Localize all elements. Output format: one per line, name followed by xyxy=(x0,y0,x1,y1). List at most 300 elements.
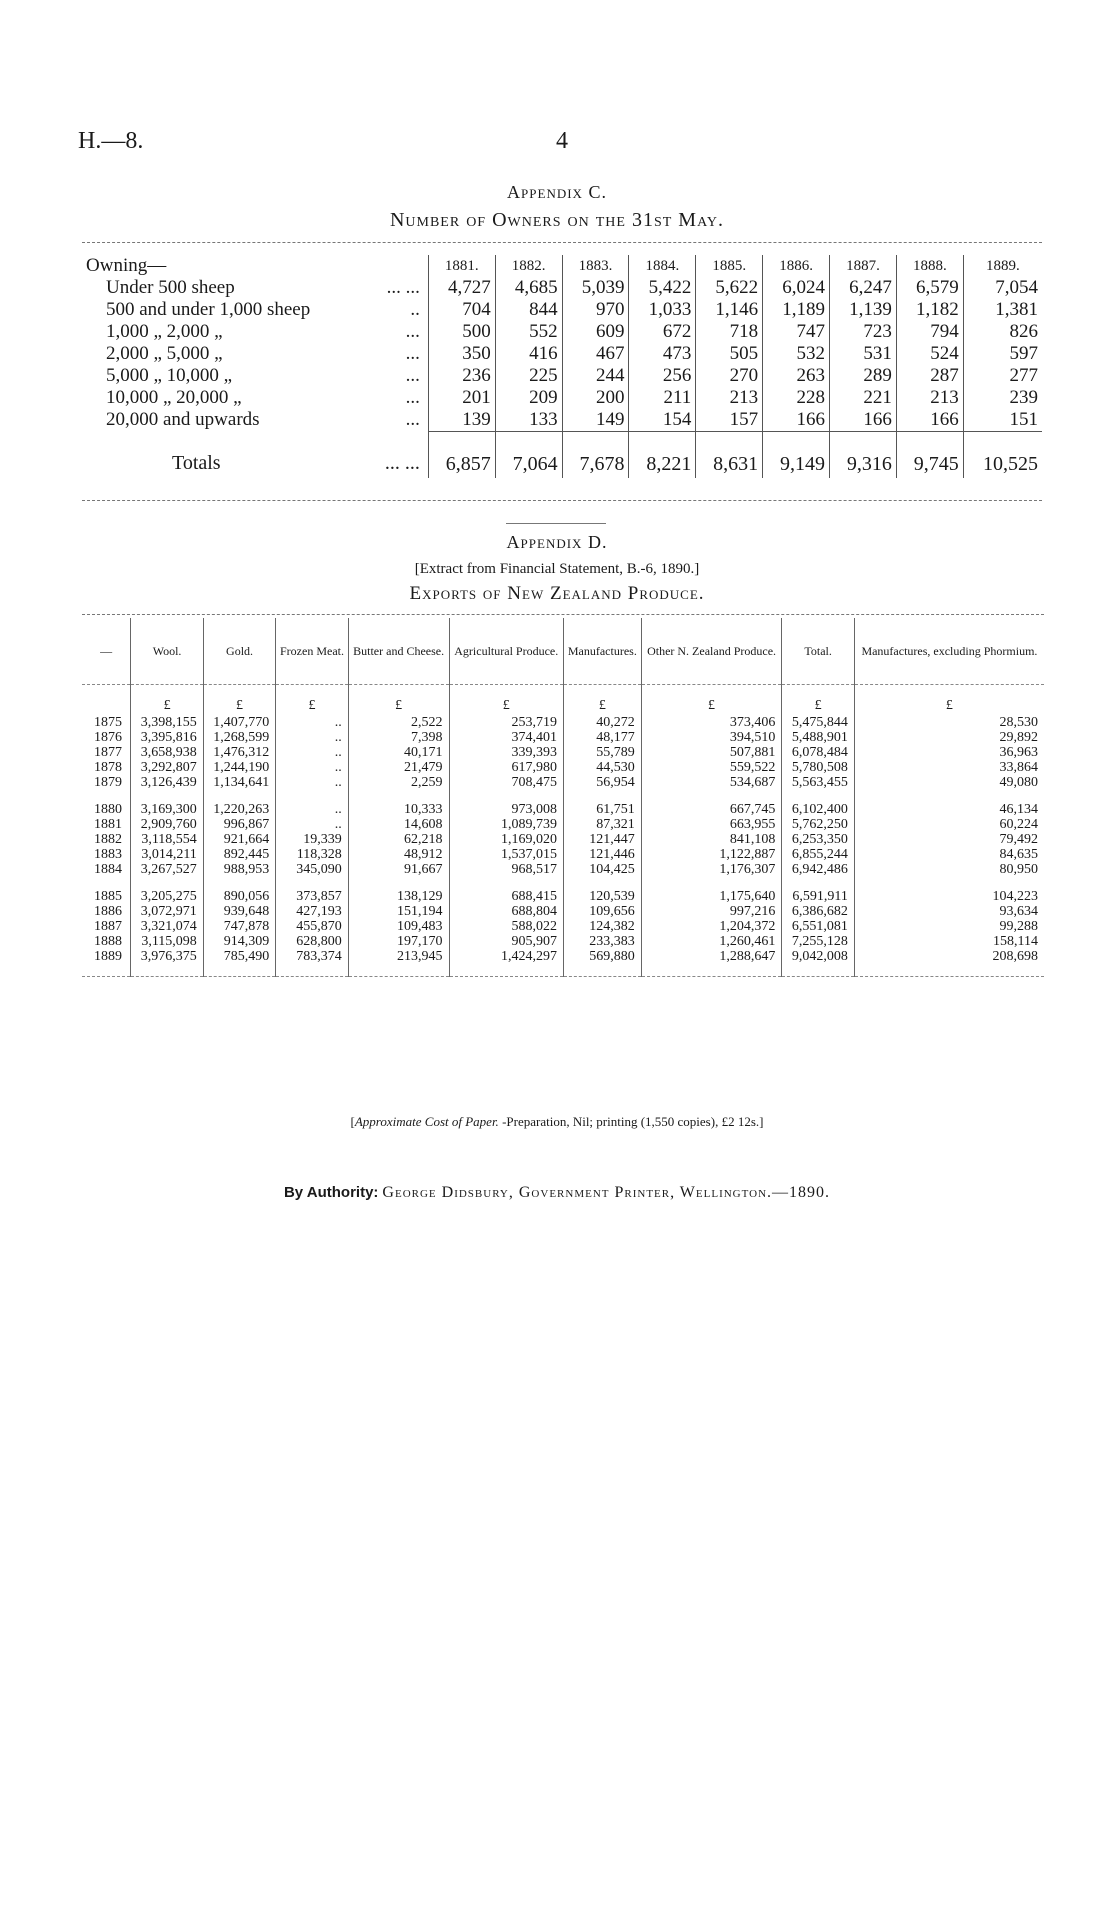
year-cell: 1880 xyxy=(94,802,122,817)
owners-cell: 270 xyxy=(696,365,763,387)
owners-cell: 5,039 xyxy=(562,277,629,299)
year-cell: 1887 xyxy=(94,919,122,934)
year-cell: 1885 xyxy=(94,889,122,904)
exports-row xyxy=(82,760,1044,775)
group-gap xyxy=(82,877,1044,889)
end-cell xyxy=(641,964,782,977)
owners-row xyxy=(82,365,1042,387)
gap-cell xyxy=(782,877,854,889)
end-cell xyxy=(854,964,1044,977)
end-cell xyxy=(449,964,563,977)
appendix-c-subtitle: Number of Owners on the 31st May. xyxy=(389,209,725,231)
exports-cell: 3,267,527 xyxy=(131,862,203,877)
exports-cell: 2,909,760 xyxy=(131,817,203,832)
gap-cell xyxy=(563,877,641,889)
exports-cell: 56,954 xyxy=(563,775,641,790)
owners-cell: 597 xyxy=(963,343,1042,365)
totals-dots: ... ... xyxy=(384,452,420,475)
exports-cell: 3,398,155 xyxy=(131,715,203,730)
gap-cell xyxy=(131,790,203,802)
exports-cell: 688,804 xyxy=(449,904,563,919)
unit-cell: £ xyxy=(641,685,782,716)
exports-cell: 914,309 xyxy=(203,934,275,949)
exports-cell: 6,253,350 xyxy=(782,832,854,847)
exports-cell: 28,530 xyxy=(854,715,1044,730)
exports-cell: 48,177 xyxy=(563,730,641,745)
exports-cell: 109,656 xyxy=(563,904,641,919)
end-cell xyxy=(203,964,275,977)
unit-cell: £ xyxy=(276,685,348,716)
year-cell: 1882 xyxy=(94,832,122,847)
exports-cell: 3,126,439 xyxy=(131,775,203,790)
gap-cell xyxy=(854,877,1044,889)
column-header: Agricultural Produce. xyxy=(449,618,563,685)
unit-cell: £ xyxy=(563,685,641,716)
exports-cell: 40,171 xyxy=(348,745,449,760)
owners-row-dots: ... xyxy=(405,409,420,431)
owners-cell: 166 xyxy=(763,409,830,432)
exports-cell: 1,134,641 xyxy=(203,775,275,790)
year-cell: 1888 xyxy=(94,934,122,949)
exports-cell: 91,667 xyxy=(348,862,449,877)
exports-cell: 973,008 xyxy=(449,802,563,817)
exports-cell: 2,522 xyxy=(348,715,449,730)
gap-cell xyxy=(449,877,563,889)
exports-cell: 3,976,375 xyxy=(131,949,203,964)
owners-row-dots: .. xyxy=(410,299,420,320)
owners-cell: 209 xyxy=(495,387,562,409)
exports-cell: 6,855,244 xyxy=(782,847,854,862)
gap-cell xyxy=(563,790,641,802)
totals-cell: 8,221 xyxy=(629,432,696,479)
exports-cell: 373,857 xyxy=(276,889,348,904)
exports-cell: 507,881 xyxy=(641,745,782,760)
unit-cell: £ xyxy=(203,685,275,716)
year-cell: 1881 xyxy=(94,817,122,832)
gap-cell xyxy=(348,877,449,889)
exports-cell: 1,268,599 xyxy=(203,730,275,745)
exports-cell: 36,963 xyxy=(854,745,1044,760)
owners-cell: 244 xyxy=(562,365,629,387)
exports-row xyxy=(82,802,1044,817)
exports-cell: 61,751 xyxy=(563,802,641,817)
exports-cell: 19,339 xyxy=(276,832,348,847)
owners-table xyxy=(82,255,1042,478)
exports-cell: 1,175,640 xyxy=(641,889,782,904)
exports-cell: 55,789 xyxy=(563,745,641,760)
exports-cell: 109,483 xyxy=(348,919,449,934)
totals-cell: 7,064 xyxy=(495,432,562,479)
year-header: 1889. xyxy=(963,255,1042,277)
exports-cell: 120,539 xyxy=(563,889,641,904)
exports-cell: 93,634 xyxy=(854,904,1044,919)
exports-cell: 394,510 xyxy=(641,730,782,745)
exports-row xyxy=(82,889,1044,904)
owners-cell: 524 xyxy=(896,343,963,365)
exports-cell: 3,118,554 xyxy=(131,832,203,847)
year-header: 1888. xyxy=(896,255,963,277)
appendix-c-top-rule xyxy=(82,242,1042,243)
exports-cell: 233,383 xyxy=(563,934,641,949)
owners-cell: 239 xyxy=(963,387,1042,409)
owners-row-label: 5,000 „ 10,000 „ xyxy=(106,365,233,386)
exports-cell: 5,488,901 xyxy=(782,730,854,745)
section-divider xyxy=(506,523,606,524)
exports-cell: 997,216 xyxy=(641,904,782,919)
exports-cell: 667,745 xyxy=(641,802,782,817)
exports-cell: 1,220,263 xyxy=(203,802,275,817)
totals-label: Totals xyxy=(172,452,221,475)
exports-row xyxy=(82,934,1044,949)
exports-cell: 3,014,211 xyxy=(131,847,203,862)
exports-cell: 5,563,455 xyxy=(782,775,854,790)
owners-cell: 794 xyxy=(896,321,963,343)
owners-cell: 609 xyxy=(562,321,629,343)
exports-cell: 688,415 xyxy=(449,889,563,904)
exports-row xyxy=(82,919,1044,934)
exports-row xyxy=(82,904,1044,919)
owners-cell: 467 xyxy=(562,343,629,365)
owners-cell: 1,189 xyxy=(763,299,830,321)
exports-cell: 104,223 xyxy=(854,889,1044,904)
column-header: Total. xyxy=(782,618,854,685)
exports-cell: 6,078,484 xyxy=(782,745,854,760)
exports-cell: 46,134 xyxy=(854,802,1044,817)
gap-cell xyxy=(449,790,563,802)
exports-cell: 6,386,682 xyxy=(782,904,854,919)
exports-cell: .. xyxy=(276,730,348,745)
exports-cell: 197,170 xyxy=(348,934,449,949)
exports-cell: 158,114 xyxy=(854,934,1044,949)
column-header: Manufactures, excluding Phormium. xyxy=(854,618,1044,685)
end-cell xyxy=(276,964,348,977)
gap-cell xyxy=(348,790,449,802)
owners-cell: 1,146 xyxy=(696,299,763,321)
gap-cell xyxy=(203,877,275,889)
exports-cell: 10,333 xyxy=(348,802,449,817)
owners-row-label: 2,000 „ 5,000 „ xyxy=(106,343,223,364)
owners-cell: 200 xyxy=(562,387,629,409)
exports-cell: 84,635 xyxy=(854,847,1044,862)
owners-totals-row xyxy=(82,432,1042,479)
exports-cell: 29,892 xyxy=(854,730,1044,745)
exports-cell: .. xyxy=(276,817,348,832)
owners-cell: 416 xyxy=(495,343,562,365)
exports-cell: 5,780,508 xyxy=(782,760,854,775)
owners-cell: 228 xyxy=(763,387,830,409)
exports-cell: 890,056 xyxy=(203,889,275,904)
column-header: Manufactures. xyxy=(563,618,641,685)
gap-cell xyxy=(854,790,1044,802)
totals-cell: 10,525 xyxy=(963,432,1042,479)
owners-row xyxy=(82,277,1042,299)
exports-cell: 968,517 xyxy=(449,862,563,877)
exports-cell: 345,090 xyxy=(276,862,348,877)
owners-row-dots: ... xyxy=(405,321,420,342)
owners-cell: 151 xyxy=(963,409,1042,432)
exports-row xyxy=(82,949,1044,964)
appendix-c-title: Appendix C. xyxy=(507,182,607,202)
exports-cell: .. xyxy=(276,715,348,730)
owners-row-dots: ... xyxy=(405,365,420,386)
exports-cell: 21,479 xyxy=(348,760,449,775)
owners-cell: 256 xyxy=(629,365,696,387)
owners-cell: 139 xyxy=(428,409,495,432)
owners-header-row xyxy=(82,255,1042,277)
appendix-d-title: Appendix D. xyxy=(506,532,608,552)
page-number: 4 xyxy=(556,128,568,154)
exports-cell: 87,321 xyxy=(563,817,641,832)
exports-cell: 1,260,461 xyxy=(641,934,782,949)
exports-cell: 33,864 xyxy=(854,760,1044,775)
exports-cell: 339,393 xyxy=(449,745,563,760)
exports-cell: 3,321,074 xyxy=(131,919,203,934)
owners-cell: 1,033 xyxy=(629,299,696,321)
year-header: 1887. xyxy=(830,255,897,277)
totals-cell: 8,631 xyxy=(696,432,763,479)
year-cell: 1883 xyxy=(94,847,122,862)
exports-cell: 253,719 xyxy=(449,715,563,730)
year-cell: 1875 xyxy=(94,715,122,730)
totals-cell: 9,745 xyxy=(896,432,963,479)
owners-cell: 704 xyxy=(428,299,495,321)
year-header: 1881. xyxy=(428,255,495,277)
owners-row xyxy=(82,409,1042,432)
exports-cell: 104,425 xyxy=(563,862,641,877)
year-cell: 1889 xyxy=(94,949,122,964)
exports-cell: 3,658,938 xyxy=(131,745,203,760)
owners-cell: 1,139 xyxy=(830,299,897,321)
unit-cell: £ xyxy=(782,685,854,716)
exports-cell: 427,193 xyxy=(276,904,348,919)
totals-cell: 9,316 xyxy=(830,432,897,479)
end-cell xyxy=(563,964,641,977)
owners-cell: 4,685 xyxy=(495,277,562,299)
exports-cell: 617,980 xyxy=(449,760,563,775)
year-cell: 1879 xyxy=(94,775,122,790)
owners-cell: 500 xyxy=(428,321,495,343)
year-header: 1885. xyxy=(696,255,763,277)
owners-row xyxy=(82,321,1042,343)
exports-cell: 1,244,190 xyxy=(203,760,275,775)
year-cell: 1884 xyxy=(94,862,122,877)
exports-cell: 1,169,020 xyxy=(449,832,563,847)
gap-cell xyxy=(82,790,131,802)
group-gap xyxy=(82,790,1044,802)
owners-cell: 5,422 xyxy=(629,277,696,299)
unit-cell: £ xyxy=(449,685,563,716)
owners-cell: 149 xyxy=(562,409,629,432)
document-code: H.—8. xyxy=(78,128,144,154)
exports-row xyxy=(82,862,1044,877)
exports-cell: 79,492 xyxy=(854,832,1044,847)
exports-cell: 3,115,098 xyxy=(131,934,203,949)
exports-cell: 9,042,008 xyxy=(782,949,854,964)
exports-cell: 6,942,486 xyxy=(782,862,854,877)
exports-cell: 988,953 xyxy=(203,862,275,877)
exports-cell: 1,537,015 xyxy=(449,847,563,862)
exports-row xyxy=(82,730,1044,745)
owners-cell: 505 xyxy=(696,343,763,365)
table-end-row xyxy=(82,964,1044,977)
gap-cell xyxy=(276,877,348,889)
owners-row-label: 20,000 and upwards xyxy=(106,409,260,431)
owners-cell: 747 xyxy=(763,321,830,343)
exports-cell: 1,176,307 xyxy=(641,862,782,877)
exports-cell: 5,762,250 xyxy=(782,817,854,832)
year-header: 1884. xyxy=(629,255,696,277)
cost-note-label: Approximate Cost of Paper. xyxy=(354,1114,499,1129)
exports-row xyxy=(82,775,1044,790)
owners-cell: 723 xyxy=(830,321,897,343)
exports-cell: 374,401 xyxy=(449,730,563,745)
exports-cell: .. xyxy=(276,775,348,790)
exports-row xyxy=(82,832,1044,847)
owners-row xyxy=(82,343,1042,365)
unit-cell: £ xyxy=(854,685,1044,716)
gap-cell xyxy=(82,877,131,889)
appendix-d-subtitle: Exports of New Zealand Produce. xyxy=(409,583,705,604)
owners-cell: 473 xyxy=(629,343,696,365)
owners-row-dots: ... ... xyxy=(386,277,420,298)
gap-cell xyxy=(641,790,782,802)
owners-cell: 7,054 xyxy=(963,277,1042,299)
exports-cell: .. xyxy=(276,760,348,775)
appendix-d-extract-note: [Extract from Financial Statement, B.-6, 1890.] xyxy=(414,561,700,577)
gap-cell xyxy=(131,877,203,889)
owners-row xyxy=(82,299,1042,321)
exports-cell: 534,687 xyxy=(641,775,782,790)
owning-label: Owning— xyxy=(86,255,167,276)
imprint-authority-label: By Authority: xyxy=(283,1184,379,1201)
gap-cell xyxy=(641,877,782,889)
exports-cell: 1,122,887 xyxy=(641,847,782,862)
exports-cell: 785,490 xyxy=(203,949,275,964)
exports-cell: 2,259 xyxy=(348,775,449,790)
appendix-c-bottom-rule xyxy=(82,500,1042,501)
exports-cell: 996,867 xyxy=(203,817,275,832)
owners-row-label: 10,000 „ 20,000 „ xyxy=(106,387,242,408)
exports-cell: 60,224 xyxy=(854,817,1044,832)
owners-cell: 236 xyxy=(428,365,495,387)
owners-cell: 4,727 xyxy=(428,277,495,299)
exports-cell: 7,255,128 xyxy=(782,934,854,949)
exports-cell: 628,800 xyxy=(276,934,348,949)
exports-cell: 121,446 xyxy=(563,847,641,862)
year-header: 1886. xyxy=(763,255,830,277)
owners-row-label: Under 500 sheep xyxy=(106,277,235,298)
exports-cell: 905,907 xyxy=(449,934,563,949)
exports-cell: 747,878 xyxy=(203,919,275,934)
exports-cell: 663,955 xyxy=(641,817,782,832)
appendix-d-top-rule xyxy=(82,614,1044,615)
exports-cell: 841,108 xyxy=(641,832,782,847)
column-header: Frozen Meat. xyxy=(276,618,348,685)
owners-cell: 6,024 xyxy=(763,277,830,299)
year-cell: 1878 xyxy=(94,760,122,775)
owners-cell: 289 xyxy=(830,365,897,387)
owners-cell: 1,182 xyxy=(896,299,963,321)
owners-cell: 213 xyxy=(896,387,963,409)
exports-cell: 3,292,807 xyxy=(131,760,203,775)
owners-cell: 201 xyxy=(428,387,495,409)
owners-cell: 221 xyxy=(830,387,897,409)
year-header: 1882. xyxy=(495,255,562,277)
owners-row-dots: ... xyxy=(405,343,420,364)
exports-cell: 3,072,971 xyxy=(131,904,203,919)
exports-cell: 44,530 xyxy=(563,760,641,775)
exports-row xyxy=(82,847,1044,862)
owners-cell: 263 xyxy=(763,365,830,387)
exports-cell: 3,395,816 xyxy=(131,730,203,745)
totals-cell: 6,857 xyxy=(428,432,495,479)
exports-cell: 151,194 xyxy=(348,904,449,919)
exports-cell: 559,522 xyxy=(641,760,782,775)
owners-row-label: 1,000 „ 2,000 „ xyxy=(106,321,223,342)
owners-cell: 844 xyxy=(495,299,562,321)
owners-cell: 154 xyxy=(629,409,696,432)
owners-cell: 970 xyxy=(562,299,629,321)
end-cell xyxy=(782,964,854,977)
exports-cell: 6,591,911 xyxy=(782,889,854,904)
exports-row xyxy=(82,817,1044,832)
owners-cell: 211 xyxy=(629,387,696,409)
unit-cell: £ xyxy=(348,685,449,716)
exports-row xyxy=(82,745,1044,760)
unit-cell: £ xyxy=(131,685,203,716)
owners-cell: 225 xyxy=(495,365,562,387)
owners-cell: 166 xyxy=(896,409,963,432)
owners-cell: 157 xyxy=(696,409,763,432)
exports-cell: 14,608 xyxy=(348,817,449,832)
exports-table xyxy=(82,618,1044,977)
cost-note: [Approximate Cost of Paper. -Preparation, Nil; printing (1,550 copies), £2 12s.] xyxy=(350,1114,764,1129)
owners-cell: 350 xyxy=(428,343,495,365)
year-cell: 1886 xyxy=(94,904,122,919)
exports-cell: 1,476,312 xyxy=(203,745,275,760)
exports-cell: 1,288,647 xyxy=(641,949,782,964)
column-header: Gold. xyxy=(203,618,275,685)
printer-imprint xyxy=(0,1184,1114,1202)
cost-note-detail: -Preparation, Nil; printing (1,550 copies), £2 12s. xyxy=(502,1114,760,1129)
year-cell: 1877 xyxy=(94,745,122,760)
exports-cell: 939,648 xyxy=(203,904,275,919)
end-cell xyxy=(82,964,131,977)
owners-cell: 532 xyxy=(763,343,830,365)
owners-cell: 287 xyxy=(896,365,963,387)
owners-cell: 166 xyxy=(830,409,897,432)
exports-cell: 48,912 xyxy=(348,847,449,862)
exports-cell: 892,445 xyxy=(203,847,275,862)
exports-row xyxy=(82,715,1044,730)
units-row xyxy=(82,685,1044,716)
exports-cell: 213,945 xyxy=(348,949,449,964)
year-cell: 1876 xyxy=(94,730,122,745)
owners-row xyxy=(82,387,1042,409)
owners-cell: 277 xyxy=(963,365,1042,387)
exports-cell: 3,169,300 xyxy=(131,802,203,817)
totals-cell: 7,678 xyxy=(562,432,629,479)
owners-cell: 826 xyxy=(963,321,1042,343)
exports-cell: 455,870 xyxy=(276,919,348,934)
gap-cell xyxy=(203,790,275,802)
exports-cell: 5,475,844 xyxy=(782,715,854,730)
end-cell xyxy=(131,964,203,977)
gap-cell xyxy=(782,790,854,802)
exports-cell: .. xyxy=(276,802,348,817)
column-header: Wool. xyxy=(131,618,203,685)
owners-cell: 5,622 xyxy=(696,277,763,299)
